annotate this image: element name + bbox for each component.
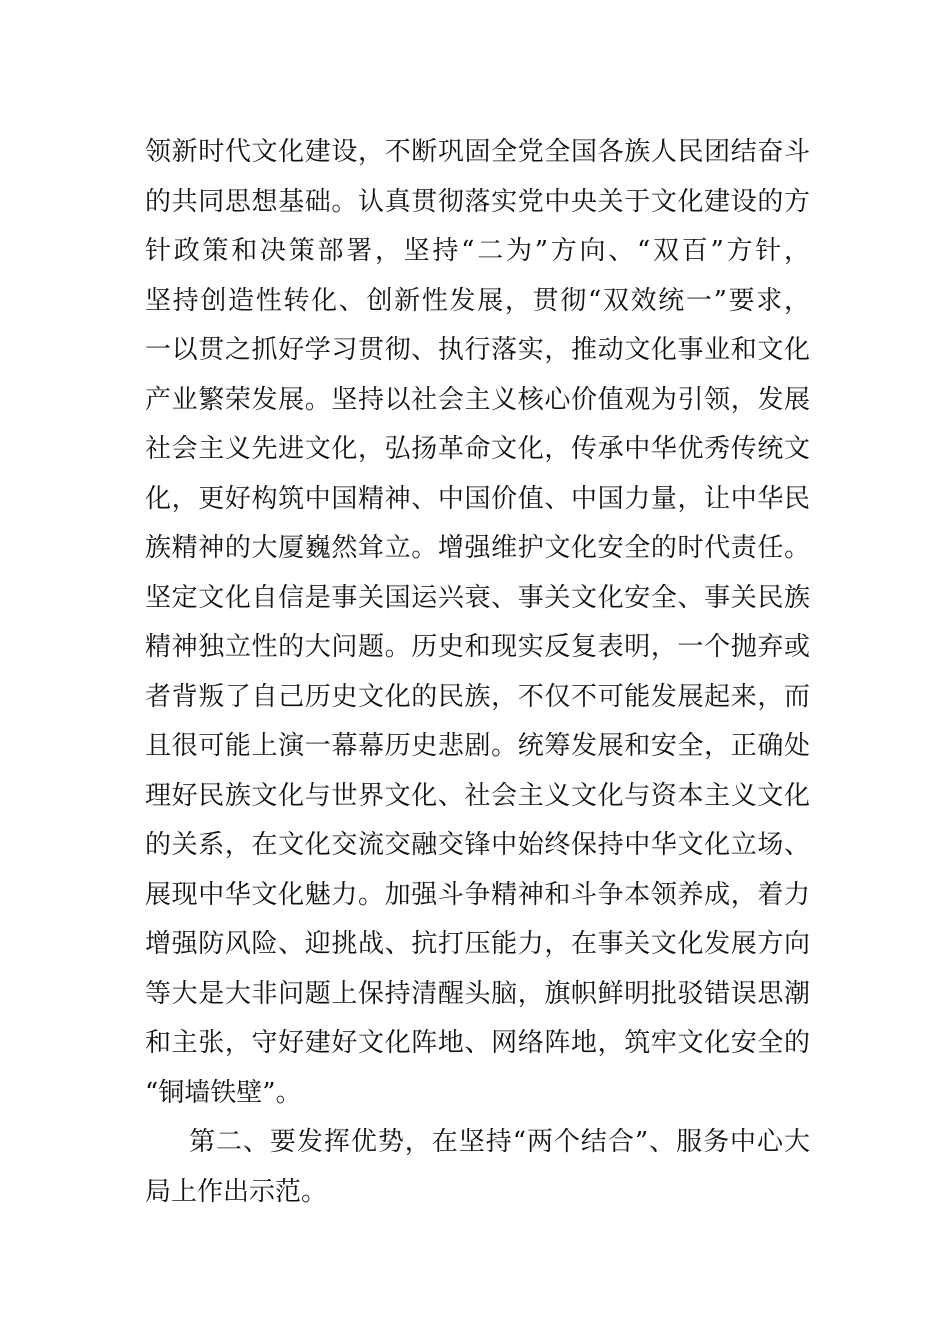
text-line: 和主张，守好建好文化阵地、网络阵地，筑牢文化安全的 — [145, 1028, 810, 1058]
text-line: 坚定文化自信是事关国运兴衰、事关文化安全、事关民族 — [145, 582, 810, 613]
text-line: 领新时代文化建设，不断巩固全党全国各族人民团结奋斗 — [145, 137, 810, 167]
text-line: 者背叛了自己历史文化的民族，不仅不可能发展起来，而 — [145, 681, 810, 712]
body-text — [145, 128, 810, 1217]
text-line: 化，更好构筑中国精神、中国价值、中国力量，让中华民 — [145, 483, 810, 514]
text-line: 展现中华文化魅力。加强斗争精神和斗争本领养成，着力 — [145, 879, 810, 910]
text-line: 产业繁荣发展。坚持以社会主义核心价值观为引领，发展 — [145, 384, 810, 415]
paragraph-2 — [145, 1118, 810, 1217]
text-line: 且很可能上演一幕幕历史悲剧。统筹发展和安全，正确处 — [145, 731, 810, 761]
text-line: 社会主义先进文化，弘扬革命文化，传承中华优秀传统文 — [145, 434, 810, 464]
text-line: 第二、要发挥优势，在坚持“两个结合”、服务中心大 — [189, 1127, 810, 1157]
text-line: 针政策和决策部署，坚持“二为”方向、“双百”方针， — [145, 236, 810, 266]
text-line: 坚持创造性转化、创新性发展，贯彻“双效统一”要求， — [145, 285, 810, 316]
text-line: 理好民族文化与世界文化、社会主义文化与资本主义文化 — [145, 780, 810, 811]
text-line: 等大是大非问题上保持清醒头脑，旗帜鲜明批驳错误思潮 — [145, 978, 810, 1009]
paragraph-1 — [145, 128, 810, 1118]
text-line: 精神独立性的大问题。历史和现实反复表明，一个抛弃或 — [145, 632, 810, 662]
text-line: 的共同思想基础。认真贯彻落实党中央关于文化建设的方 — [145, 186, 810, 217]
text-line: 的关系，在文化交流交融交锋中始终保持中华文化立场、 — [145, 830, 810, 860]
text-line: 增强防风险、迎挑战、抗打压能力，在事关文化发展方向 — [145, 929, 810, 959]
text-line: “铜墙铁壁”。 — [145, 1077, 302, 1108]
text-line: 局上作出示范。 — [145, 1176, 328, 1207]
text-line: 一以贯之抓好学习贯彻、执行落实，推动文化事业和文化 — [145, 335, 810, 365]
text-line: 族精神的大厦巍然耸立。增强维护文化安全的时代责任。 — [145, 533, 810, 563]
